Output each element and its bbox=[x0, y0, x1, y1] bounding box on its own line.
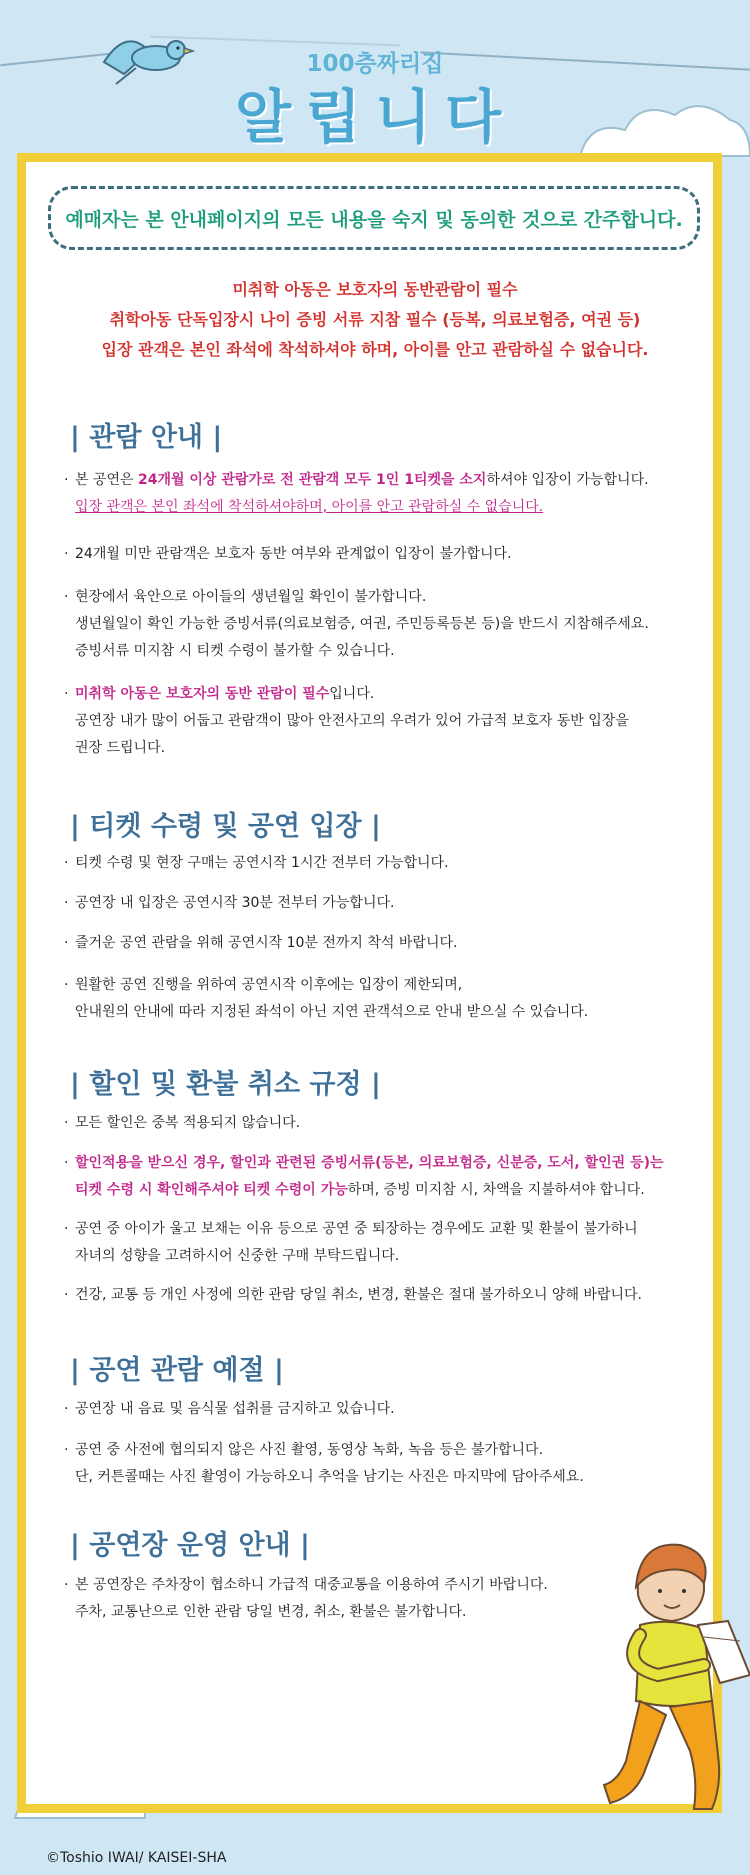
text: · 본 공연장은 주차장이 협소하니 가급적 대중교통을 이용하여 주시기 바랍니다. bbox=[64, 1572, 704, 1599]
list-item bbox=[64, 1437, 704, 1491]
text: · 모든 할인은 중복 적용되지 않습니다. bbox=[64, 1110, 704, 1137]
text: 공연장 내가 많이 어둡고 관람객이 많아 안전사고의 우려가 있어 가급적 보호자 동반 입장을 bbox=[75, 713, 629, 729]
text: · 티켓 수령 및 현장 구매는 공연시작 1시간 전부터 가능합니다. bbox=[64, 850, 704, 877]
list-item bbox=[64, 541, 704, 568]
text: 하셔야 입장이 가능합니다. bbox=[486, 472, 649, 488]
text: · 공연 중 사전에 협의되지 않은 사진 촬영, 동영상 녹화, 녹음 등은 불가합니다. bbox=[64, 1437, 704, 1464]
text: · 원활한 공연 진행을 위하여 공연시작 이후에는 입장이 제한되며, bbox=[64, 972, 704, 999]
text: 입니다. bbox=[329, 686, 375, 702]
consent-notice: 예매자는 본 안내페이지의 모든 내용을 숙지 및 동의한 것으로 간주합니다. bbox=[48, 186, 700, 250]
text: 하며, 증빙 미지참 시, 차액을 지불하셔야 합니다. bbox=[347, 1182, 645, 1198]
list-item bbox=[64, 1216, 704, 1270]
warning-line: 미취학 아동은 보호자의 동반관람이 필수 bbox=[232, 280, 518, 299]
list-item bbox=[64, 1110, 704, 1137]
warning-line: 취학아동 단독입장시 나이 증빙 서류 지참 필수 (등복, 의료보험증, 여권 등) bbox=[109, 310, 641, 329]
text: · 공연장 내 음료 및 음식물 섭취를 금지하고 있습니다. bbox=[64, 1396, 704, 1423]
list-item bbox=[64, 681, 704, 762]
text: · 공연 중 아이가 울고 보채는 이유 등으로 공연 중 퇴장하는 경우에도 교환 및 환불이 불가하니 bbox=[64, 1216, 704, 1243]
list-item bbox=[64, 930, 704, 957]
list-item bbox=[64, 1282, 704, 1309]
highlight-underlined-text: 입장 관객은 본인 좌석에 착석하셔야하며, 아이를 안고 관람하실 수 없습니다. bbox=[75, 499, 544, 515]
text: 단, 커튼콜때는 사진 촬영이 가능하오니 추억을 남기는 사진은 마지막에 담아주세요. bbox=[75, 1469, 584, 1485]
list-item bbox=[64, 584, 704, 665]
highlight-text: 24개월 이상 관람가로 전 관람객 모두 1인 1티켓을 소지 bbox=[138, 472, 487, 488]
section-title-etiquette: | 공연 관람 예절 | bbox=[70, 1355, 284, 1386]
text: 증빙서류 미지참 시 티켓 수령이 불가할 수 있습니다. bbox=[75, 643, 395, 659]
warning-line: 입장 관객은 본인 좌석에 착석하셔야 하며, 아이를 안고 관람하실 수 없습니다. bbox=[101, 340, 649, 359]
text: 본 공연은 bbox=[75, 472, 138, 488]
copyright-text: ©Toshio IWAI/ KAISEI-SHA bbox=[46, 1850, 227, 1866]
text: 안내원의 안내에 따라 지정된 좌석이 아닌 지연 관객석으로 안내 받으실 수 있습니다. bbox=[75, 1004, 589, 1020]
list-item bbox=[64, 850, 704, 877]
section-title-discount: | 할인 및 환불 취소 규정 | bbox=[70, 1069, 381, 1100]
highlight-text: 미취학 아동은 보호자의 동반 관람이 필수 bbox=[75, 686, 330, 702]
list-item bbox=[64, 972, 704, 1026]
text: · 건강, 교통 등 개인 사정에 의한 관람 당일 취소, 변경, 환불은 절대 불가하오니 양해 바랍니다. bbox=[64, 1282, 704, 1309]
list-item bbox=[64, 1150, 704, 1204]
list-item bbox=[64, 1396, 704, 1423]
boy-illustration bbox=[600, 1525, 750, 1810]
text: · 현장에서 육안으로 아이들의 생년월일 확인이 불가합니다. bbox=[64, 584, 704, 611]
section-title-ticket: | 티켓 수령 및 공연 입장 | bbox=[70, 811, 381, 842]
text: · 24개월 미만 관람객은 보호자 동반 여부와 관계없이 입장이 불가합니다. bbox=[64, 541, 704, 568]
text: 권장 드립니다. bbox=[75, 740, 166, 756]
header-subtitle: 100층짜리집 bbox=[306, 51, 444, 77]
text: 주차, 교통난으로 인한 관람 당일 변경, 취소, 환불은 불가합니다. bbox=[75, 1604, 467, 1620]
text: 생년월일이 확인 가능한 증빙서류(의료보험증, 여권, 주민등록등본 등)을 반드시 지참해주세요. bbox=[75, 616, 649, 632]
highlight-text: 티켓 수령 시 확인해주셔야 티켓 수령이 가능 bbox=[75, 1182, 348, 1198]
section-title-viewing: | 관람 안내 | bbox=[70, 422, 223, 453]
text: · 공연장 내 입장은 공연시작 30분 전부터 가능합니다. bbox=[64, 890, 704, 917]
text: 자녀의 성향을 고려하시어 신중한 구매 부탁드립니다. bbox=[75, 1248, 400, 1264]
list-item bbox=[64, 890, 704, 917]
highlight-text: 할인적용을 받으신 경우, 할인과 관련된 증빙서류(등본, 의료보험증, 신분증, 도서, 할인권 등)는 bbox=[75, 1155, 664, 1171]
text: · 즐거운 공연 관람을 위해 공연시작 10분 전까지 착석 바랍니다. bbox=[64, 930, 704, 957]
section-title-venue: | 공연장 운영 안내 | bbox=[70, 1530, 310, 1561]
list-item bbox=[64, 467, 704, 521]
header-title: 알립니다 bbox=[234, 83, 516, 151]
